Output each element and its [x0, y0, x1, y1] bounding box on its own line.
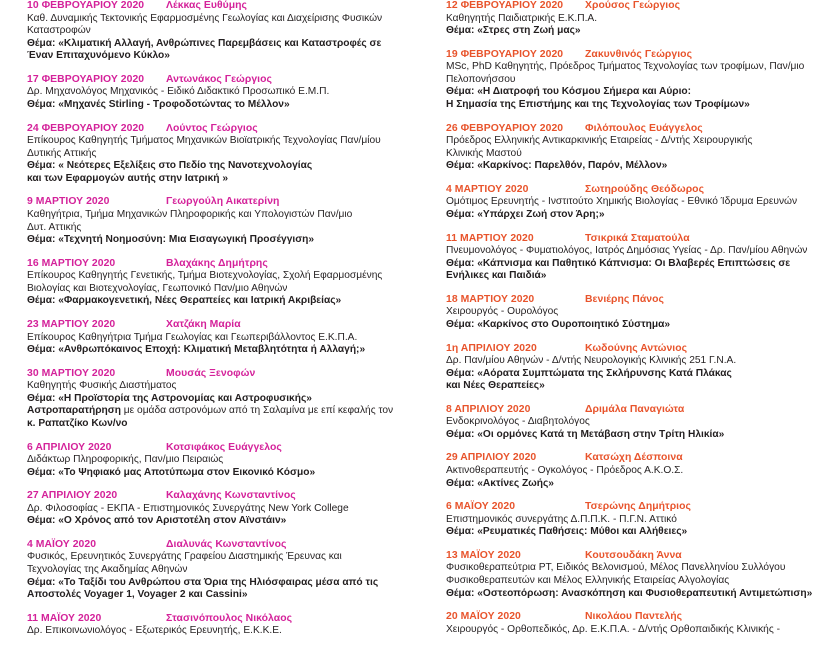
lecture-header	[27, 258, 427, 271]
speaker-name: Χρούσος Γεώργιος	[585, 0, 681, 11]
lecture-topic: Θέμα: «Το Ταξίδι του Ανθρώπου στα Όρια της Ηλιόσφαιρας μέσα από τις	[27, 576, 379, 588]
lecture-entry	[27, 123, 427, 186]
lecture-date: 6 ΑΠΡΙΛΙΟΥ 2020	[27, 441, 112, 453]
lecture-date: 19 ΦΕΒΡΟΥΑΡΙΟΥ 2020	[446, 48, 564, 60]
lecture-header	[446, 452, 840, 465]
lecture-date: 1η ΑΠΡΙΛΙΟΥ 2020	[446, 342, 537, 354]
lecture-entry	[446, 343, 840, 393]
lecture-entry	[446, 611, 840, 636]
lecture-date: 13 ΜΑΪΟΥ 2020	[446, 549, 521, 561]
speaker-name: Λέκκας Ευθύμης	[166, 0, 247, 11]
lecture-header	[446, 343, 840, 356]
speaker-name: Τσικρικά Σταματούλα	[585, 232, 690, 244]
lecture-date: 17 ΦΕΒΡΟΥΑΡΙΟΥ 2020	[27, 73, 145, 85]
lecture-date: 12 ΦΕΒΡΟΥΑΡΙΟΥ 2020	[446, 0, 564, 11]
speaker-name: Σωτηρούδης Θεόδωρος	[585, 183, 705, 195]
lecture-entry	[446, 404, 840, 442]
speaker-affiliation: MSc, PhD Καθηγητής, Πρόεδρος Τμήματος Τεχνολογίας των τροφίμων, Παν/μιο	[446, 61, 805, 73]
lecture-entry	[446, 184, 840, 222]
speaker-affiliation: Φυσικοθεραπευτών και Μέλος Ελληνικής Εταιρείας Αλγολογίας	[446, 574, 730, 586]
lecture-topic: Θέμα: «Μηχανές Stirling - Τροφοδοτώντας το Μέλλον»	[27, 98, 290, 110]
lecture-header	[27, 0, 427, 13]
lecture-header	[446, 0, 840, 13]
speaker-name: Κατσώχη Δέσποινα	[585, 452, 683, 464]
speaker-affiliation: Δρ. Φιλοσοφίας - ΕΚΠΑ - Επιστημονικός Συνεργάτης New York College	[27, 502, 349, 514]
lecture-topic: Θέμα: «Στρες στη Ζωή μας»	[446, 25, 581, 37]
lecture-header	[446, 501, 840, 514]
speaker-affiliation: Καθηγητής Παιδιατρικής Ε.Κ.Π.Α.	[446, 12, 598, 24]
lecture-topic: Θέμα: «Υπάρχει Ζωή στον Άρη;»	[446, 208, 605, 220]
speaker-name: Δριμάλα Παναγιώτα	[585, 403, 685, 415]
lecture-header	[446, 611, 840, 624]
speaker-affiliation: Πελοπονήσσου	[446, 73, 516, 85]
lecture-topic: Αποστολές Voyager 1, Voyager 2 και Cassini»	[27, 589, 248, 601]
lecture-header	[446, 233, 840, 246]
lecture-topic: Θέμα: «Ο Χρόνος από τον Αριστοτέλη στον Αϊνστάιν»	[27, 515, 287, 527]
speaker-affiliation: Δρ. Επικοινωνιολόγος - Εξωτερικός Ερευνητής, Ε.Κ.Κ.Ε.	[27, 625, 282, 637]
speaker-name: Νικολάου Παντελής	[585, 611, 683, 623]
speaker-name: Κωδούνης Αντώνιος	[585, 342, 688, 354]
speaker-affiliation: Καθηγητής Φυσικής Διαστήματος	[27, 380, 177, 392]
lecture-date: 29 ΑΠΡΙΛΙΟΥ 2020	[446, 452, 537, 464]
speaker-affiliation: Καθηγήτρια, Τμήμα Μηχανικών Πληροφορικής και Υπολογιστών Παν/μιο	[27, 208, 353, 220]
speaker-affiliation: Επίκουρος Καθηγήτρια Τμήμα Γεωλογίας και Γεωπεριβάλλοντος Ε.Κ.Π.Α.	[27, 331, 358, 343]
lecture-entry	[27, 539, 427, 602]
lecture-topic: Θέμα: «Φαρμακογενετική, Νέες Θεραπείες και Ιατρική Ακριβείας»	[27, 295, 342, 307]
lecture-entry	[446, 550, 840, 600]
speaker-name: Μουσάς Ξενοφών	[166, 367, 256, 379]
lecture-header	[446, 184, 840, 197]
lecture-entry	[27, 74, 427, 112]
speaker-name: Αντωνάκος Γεώργιος	[166, 73, 272, 85]
lecture-date: 9 ΜΑΡΤΙΟΥ 2020	[27, 196, 110, 208]
lecture-entry	[27, 196, 427, 246]
lecture-entry	[446, 294, 840, 332]
lecture-topic: Θέμα: «Οι ορμόνες Κατά τη Μετάβαση στην Τρίτη Ηλικία»	[446, 428, 725, 440]
speaker-affiliation: Χειρουργός - Ουρολόγος	[446, 306, 559, 318]
lecture-header	[27, 368, 427, 381]
lecture-header	[446, 49, 840, 62]
speaker-name: Λούντος Γεώργιος	[166, 122, 258, 134]
lecture-entry	[27, 258, 427, 308]
lecture-date: 16 ΜΑΡΤΙΟΥ 2020	[27, 257, 116, 269]
lecture-topic: Θέμα: «Ακτίνες Ζωής»	[446, 477, 554, 489]
lecture-entry	[446, 49, 840, 112]
lecture-header	[446, 404, 840, 417]
speaker-name: Βενιέρης Πάνος	[585, 293, 664, 305]
speaker-affiliation: Επίκουρος Καθηγητής Γενετικής, Τμήμα Βιοτεχνολογίας, Σχολή Εφαρμοσμένης	[27, 270, 383, 282]
lecture-date: 26 ΦΕΒΡΟΥΑΡΙΟΥ 2020	[446, 122, 564, 134]
left-column	[27, 0, 427, 649]
lecture-date: 10 ΦΕΒΡΟΥΑΡΙΟΥ 2020	[27, 0, 145, 11]
lecture-date: 20 ΜΑΪΟΥ 2020	[446, 611, 521, 623]
lecture-header	[27, 539, 427, 552]
lecture-header	[27, 490, 427, 503]
lecture-topic: Θέμα: «Η Προϊστορία της Αστρονομίας και Αστροφυσικής»	[27, 392, 312, 404]
lecture-date: 23 ΜΑΡΤΙΟΥ 2020	[27, 319, 116, 330]
lecture-header	[27, 613, 427, 626]
lecture-topic: Θέμα: «Τεχνητή Νοημοσύνη: Μια Εισαγωγική Προσέγγιση»	[27, 234, 315, 246]
lecture-date: 4 ΜΑΡΤΙΟΥ 2020	[446, 183, 529, 195]
lecture-topic: Θέμα: «Αόρατα Συμπτώματα της Σκλήρυνσης Κατά Πλάκας	[446, 367, 732, 379]
lecture-header	[27, 442, 427, 455]
speaker-affiliation: Πνευμονολόγος - Φυματιολόγος, Ιατρός Δημόσιας Υγείας - Δρ. Παν/μίου Αθηνών	[446, 245, 808, 257]
note-text: με ομάδα αστρονόμων από τη Σαλαμίνα με επί κεφαλής τον	[120, 405, 394, 417]
lecture-entry	[446, 0, 840, 38]
speaker-affiliation: Καταστροφών	[27, 25, 91, 37]
lecture-topic: Θέμα: «Κάπνισμα και Παθητικό Κάπνισμα: Οι Βλαβερές Επιπτώσεις σε	[446, 257, 791, 269]
lecture-topic: Θέμα: «Το Ψηφιακό μας Αποτύπωμα στον Εικονικό Κόσμο»	[27, 466, 316, 478]
lecture-date: 30 ΜΑΡΤΙΟΥ 2020	[27, 367, 116, 379]
speaker-affiliation: Πρόεδρος Ελληνικής Αντικαρκινικής Εταιρείας - Δ/ντής Χειρουργικής	[446, 135, 753, 147]
speaker-name: Χατζάκη Μαρία	[166, 319, 241, 330]
speaker-affiliation: Φυσικοθεραπεύτρια PT, Ειδικός Βελονισμού, Μέλος Πανελληνίου Συλλόγου	[446, 562, 786, 574]
lecture-topic: και Νέες Θεραπείες»	[446, 380, 545, 392]
note-bold-lead: Αστροπαρατήρηση	[27, 405, 121, 417]
lecture-entry	[446, 233, 840, 283]
speaker-name: Τσερώνης Δημήτριος	[585, 501, 691, 513]
speaker-affiliation: Δρ. Μηχανολόγος Μηχανικός - Ειδικό Διδακτικό Προσωπικό Ε.Μ.Π.	[27, 86, 330, 98]
lecture-entry	[27, 0, 427, 63]
lecture-date: 27 ΑΠΡΙΛΙΟΥ 2020	[27, 490, 118, 502]
lecture-date: 24 ΦΕΒΡΟΥΑΡΙΟΥ 2020	[27, 122, 145, 134]
speaker-affiliation: Καθ. Δυναμικής Τεκτονικής Εφαρμοσμένης Γεωλογίας και Διαχείρισης Φυσικών	[27, 12, 383, 24]
lecture-entry	[27, 319, 427, 357]
lecture-header	[27, 123, 427, 136]
speaker-name: Καλαχάνης Κωνσταντίνος	[166, 490, 296, 502]
lecture-topic: Θέμα: «Κλιματική Αλλαγή, Ανθρώπινες Παρεμβάσεις και Καταστροφές σε	[27, 37, 382, 49]
speaker-name: Στασινόπουλος Νικόλαος	[166, 612, 293, 624]
speaker-name: Ζακυνθινός Γεώργιος	[585, 48, 693, 60]
lecture-header	[446, 550, 840, 563]
note-bold-tail: κ. Ραπατζίκο Κων/νο	[27, 417, 128, 429]
lecture-date: 11 ΜΑΪΟΥ 2020	[27, 612, 102, 624]
lecture-date: 11 ΜΑΡΤΙΟΥ 2020	[446, 232, 534, 244]
right-column	[446, 0, 840, 647]
speaker-affiliation: Κλινικής Μαστού	[446, 147, 522, 159]
speaker-affiliation: Δρ. Παν/μίου Αθηνών - Δ/ντής Νευρολογικής Κλινικής 251 Γ.Ν.Α.	[446, 355, 737, 366]
speaker-name: Βλαχάκης Δημήτρης	[166, 257, 268, 269]
lecture-entry	[27, 368, 427, 431]
speaker-affiliation: Χειρουργός - Ορθοπεδικός, Δρ. Ε.Κ.Π.Α. - Δ/ντής Ορθοπαιδικής Κλινικής -	[446, 623, 780, 635]
lecture-note	[27, 405, 427, 418]
lecture-entry	[27, 442, 427, 480]
lecture-header	[27, 319, 427, 332]
lecture-topic: Θέμα: «Καρκίνος: Παρελθόν, Παρόν, Μέλλον»	[446, 160, 668, 172]
lecture-topic: Η Σημασία της Επιστήμης και της Τεχνολογίας των Τροφίμων»	[446, 98, 750, 110]
speaker-name: Γεωργούλη Αικατερίνη	[166, 196, 280, 208]
lecture-entry	[27, 613, 427, 638]
lecture-date: 18 ΜΑΡΤΙΟΥ 2020	[446, 293, 535, 305]
lecture-header	[27, 196, 427, 209]
speaker-affiliation: Διδάκτωρ Πληροφορικής, Παν/μιο Πειραιώς	[27, 454, 224, 466]
speaker-affiliation: Ενδοκρινολόγος - Διαβητολόγος	[446, 416, 590, 428]
lecture-header	[446, 294, 840, 307]
lecture-header	[446, 123, 840, 136]
speaker-affiliation: Τεχνολογίας της Ακαδημίας Αθηνών	[27, 564, 188, 576]
lecture-date: 4 ΜΑΪΟΥ 2020	[27, 538, 97, 550]
lecture-topic: Θέμα: « Νεότερες Εξελίξεις στο Πεδίο της Νανοτεχνολογίας	[27, 160, 313, 172]
lecture-topic: Θέμα: «Καρκίνος στο Ουροποιητικό Σύστημα»	[446, 318, 671, 330]
lecture-topic: Θέμα: «Η Διατροφή του Κόσμου Σήμερα και Αύριο:	[446, 86, 692, 98]
speaker-affiliation: Δυτ. Αττικής	[27, 221, 82, 233]
lecture-header	[27, 74, 427, 87]
speaker-name: Φιλόπουλος Ευάγγελος	[585, 122, 703, 134]
speaker-affiliation: Επιστημονικός συνεργάτης Δ.Π.Π.Κ. - Π.Γ.Ν. Αττικό	[446, 513, 677, 525]
lecture-entry	[446, 123, 840, 173]
speaker-affiliation: Δυτικής Αττικής	[27, 147, 97, 159]
speaker-name: Κουτσουδάκη Άννα	[585, 549, 682, 561]
speaker-affiliation: Φυσικός, Ερευνητικός Συνεργάτης Γραφείου Διαστημικής Έρευνας και	[27, 551, 342, 563]
speaker-affiliation: Ακτινοθεραπευτής - Ογκολόγος - Πρόεδρος Α.Κ.Ο.Σ.	[446, 464, 684, 476]
speaker-affiliation: Ομότιμος Ερευνητής - Ινστιτούτο Χημικής Βιολογίας - Εθνικό Ίδρυμα Ερευνών	[446, 196, 798, 208]
speaker-affiliation: Επίκουρος Καθηγητής Τμήματος Μηχανικών Βιοϊατρικής Τεχνολογίας Παν/μίου	[27, 135, 381, 147]
speaker-name: Διαλυνάς Κωνσταντίνος	[166, 538, 287, 550]
lecture-topic: Ενήλικες και Παιδιά»	[446, 270, 547, 282]
lecture-topic: Θέμα: «Οστεοπόρωση: Ανασκόπηση και Φυσιοθεραπευτική Αντιμετώπιση»	[446, 587, 813, 599]
lecture-date: 6 ΜΑΪΟΥ 2020	[446, 501, 516, 513]
lecture-topic: και των Εφαρμογών αυτής στην Ιατρική »	[27, 172, 228, 184]
speaker-affiliation: Βιολογίας και Βιοτεχνολογίας, Γεωπονικό Παν/μιο Αθηνών	[27, 282, 288, 294]
lecture-entry	[446, 452, 840, 490]
lecture-entry	[27, 490, 427, 528]
lecture-topic: Θέμα: «Ρευματικές Παθήσεις: Μύθοι και Αλήθειες»	[446, 526, 688, 538]
lecture-entry	[446, 501, 840, 539]
lecture-topic: Έναν Επιταχυνόμενο Κύκλο»	[27, 50, 170, 62]
lecture-date: 8 ΑΠΡΙΛΙΟΥ 2020	[446, 403, 531, 415]
lecture-topic: Θέμα: «Ανθρωπόκαινος Εποχή: Κλιματική Μεταβλητότητα ή Αλλαγή;»	[27, 344, 366, 356]
speaker-name: Κοτσιφάκος Ευάγγελος	[166, 441, 282, 453]
